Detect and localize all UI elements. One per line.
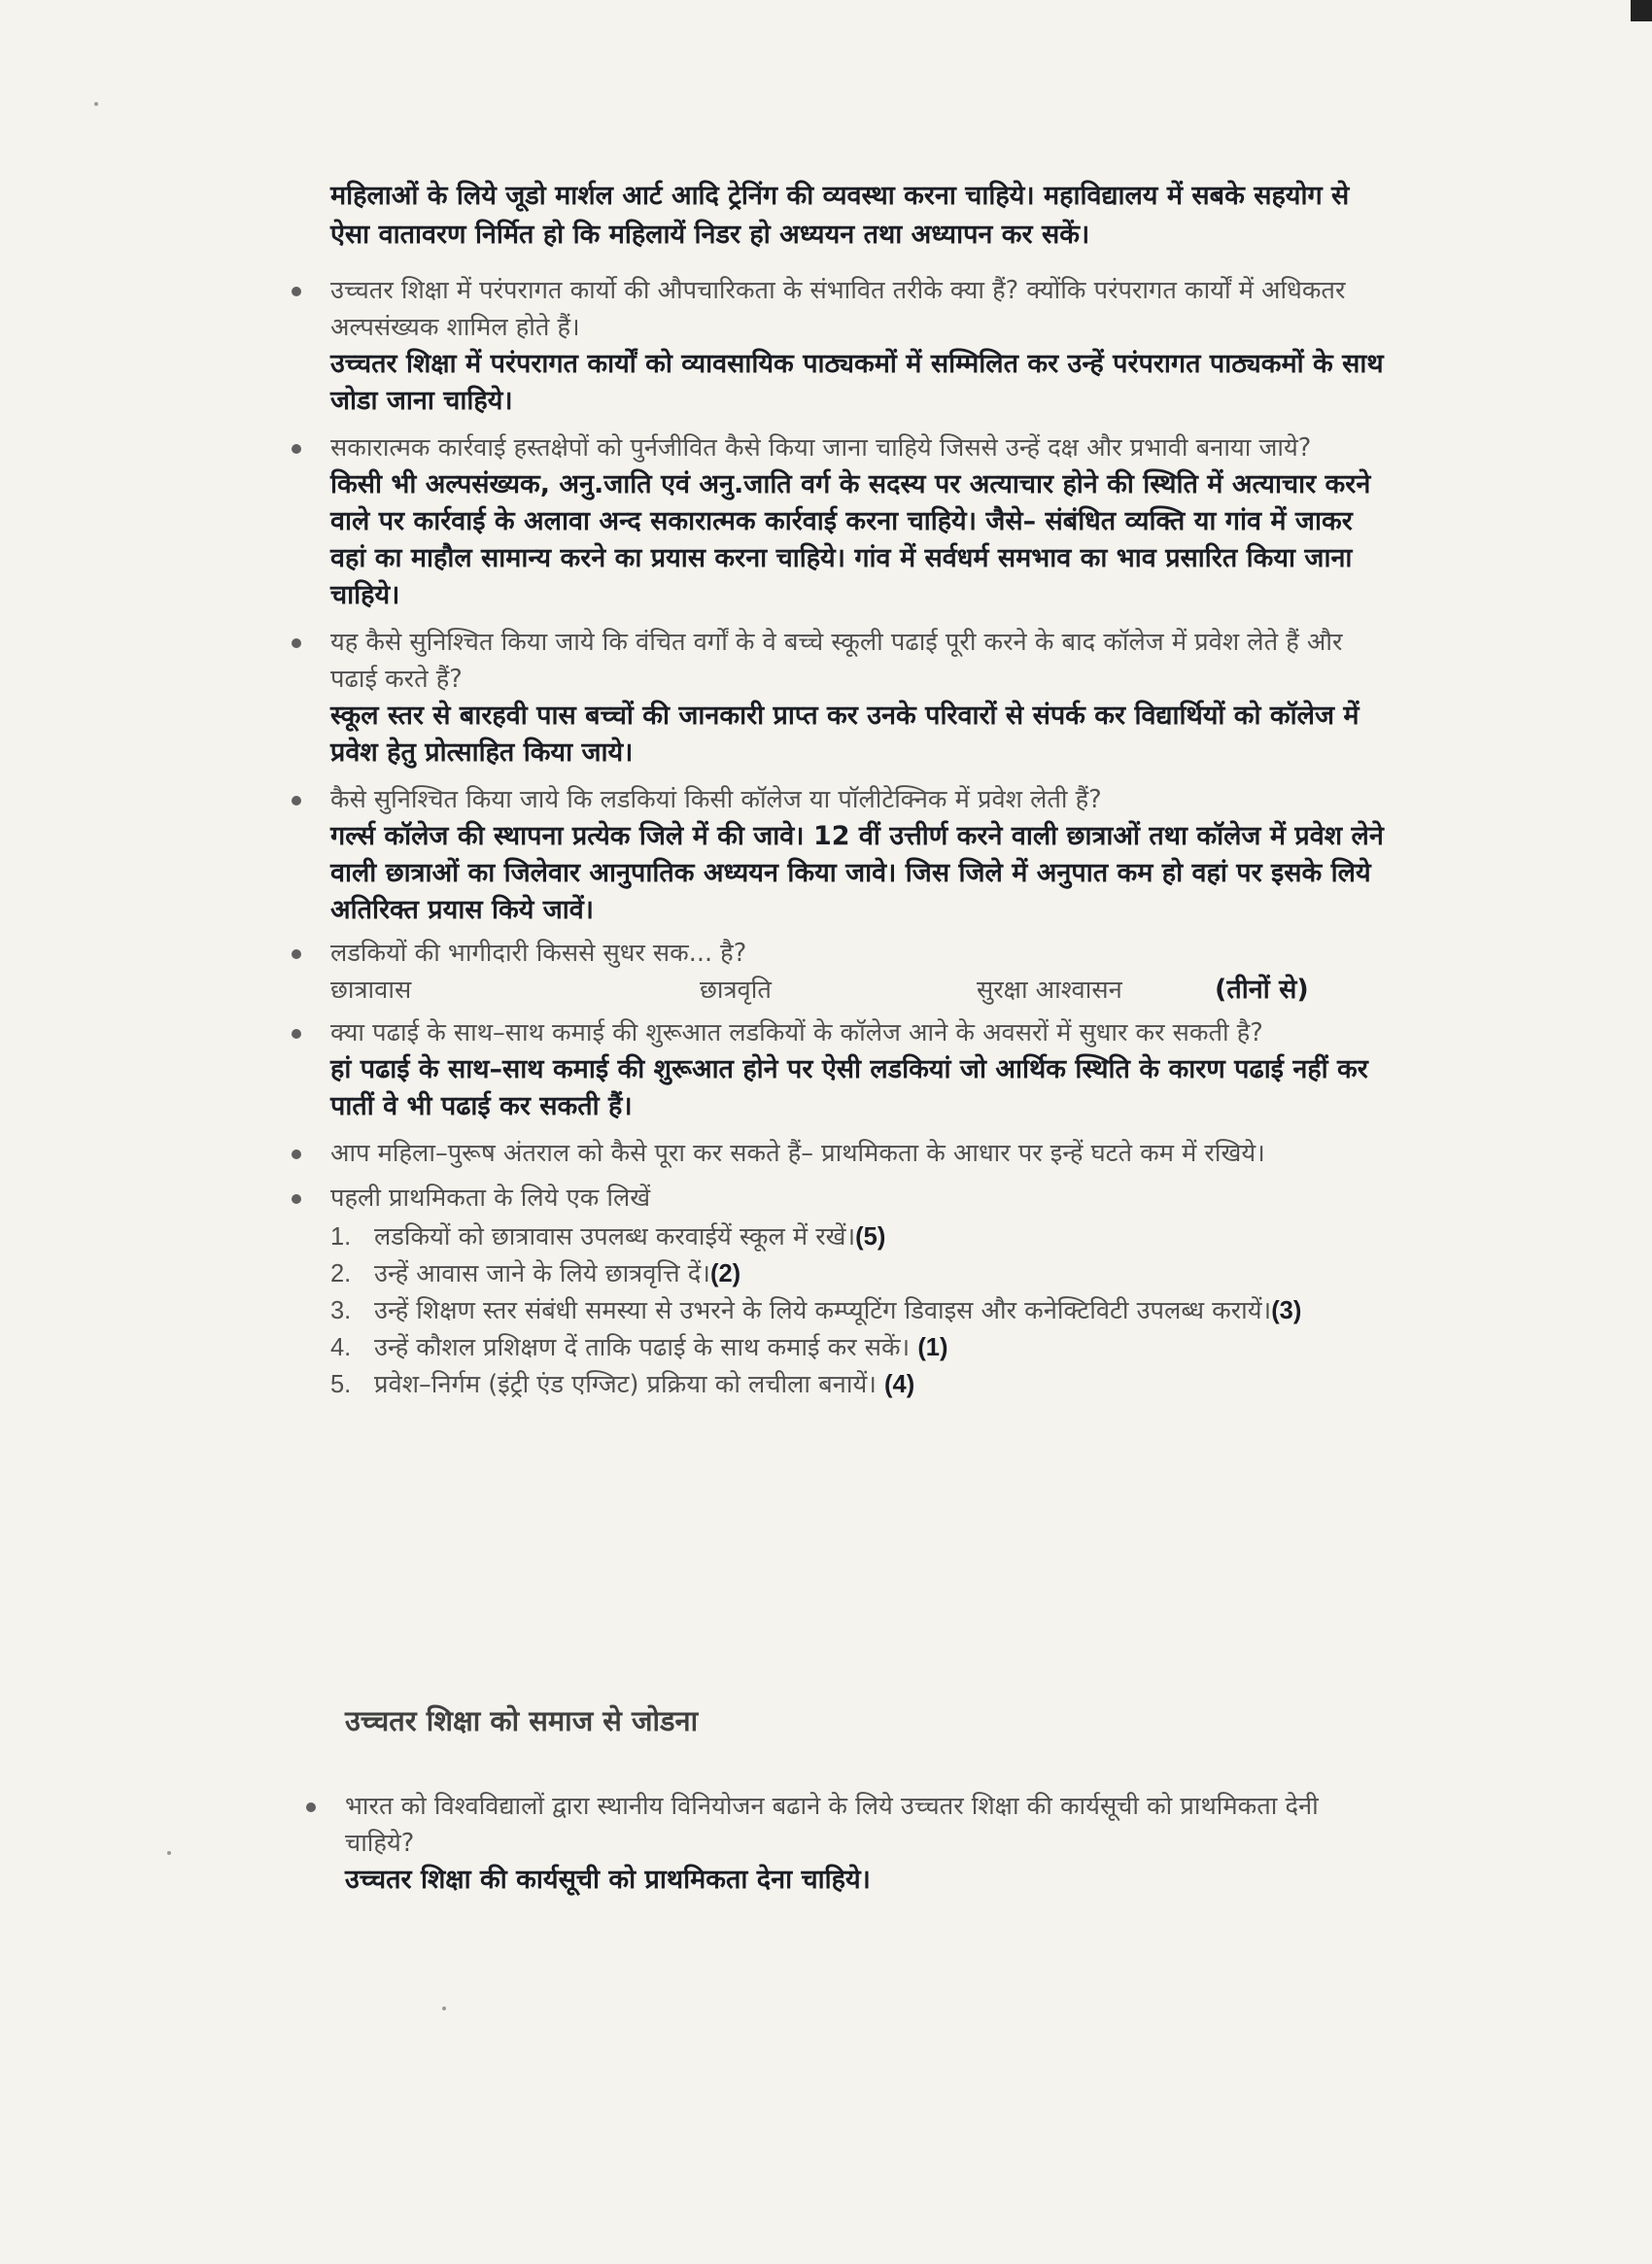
answer-text: उच्चतर शिक्षा की कार्यसूची को प्राथमिकता देना चाहिये। — [345, 1865, 871, 1895]
question-text: लडकियों की भागीदारी किससे सुधर सक... है? — [330, 939, 747, 968]
answer-text: किसी भी अल्पसंख्यक, अनु.जाति एवं अनु.जाति वर्ग के सदस्य पर अत्याचार होने की स्थिति में अत्याचार करने वाले पर कार्रवाई के अलावा अन्द सकारात्मक कार्रवाई करना चाहिये। जैसे– संबंधित व्यक्ति या गांव में जाकर वहां का माहौल सामान्य करने का प्रयास करना चाहिये। गांव में सर्वधर्म समभाव का भाव प्रसारित किया जाना चाहिये। — [330, 469, 1371, 610]
priority-item: 2. उन्हें आवास जाने के लिये छात्रवृत्ति दें।(2) — [330, 1259, 741, 1288]
answer-text: उच्चतर शिक्षा में परंपरागत कार्यों को व्यावसायिक पाठ्यकमों में सम्मिलित कर उन्हें परंपरागत पाठ्यकमों के साथ जोडा जाना चाहिये। — [330, 349, 1384, 416]
list-item — [330, 1180, 1394, 1403]
question-text: आप महिला–पुरूष अंतराल को कैसे पूरा कर सकते हैं– प्राथमिकता के आधार पर इन्हें घटते कम में रखिये। — [330, 1139, 1265, 1168]
intro-paragraph: महिलाओं के लिये जूडो मार्शल आर्ट आदि ट्रेनिंग की व्यवस्था करना चाहिये। महाविद्यालय में सबके सहयोग से ऐसा वातावरण निर्मित हो कि महिलायें निडर हो अध्ययन तथा अध्यापन कर सकें। — [330, 181, 1350, 250]
question-text: पहली प्राथमिकता के लिये एक लिखें — [330, 1183, 651, 1213]
bullet-icon — [292, 949, 301, 959]
question-text: उच्चतर शिक्षा में परंपरागत कार्यो की औपचारिकता के संभावित तरीके क्या हैं? क्योंकि परंपरागत कार्यों में अधिकतर अल्पसंख्यक शामिल होते हैं। — [330, 276, 1346, 342]
answer-text: स्कूल स्तर से बारहवी पास बच्चों की जानकारी प्राप्त कर उनके परिवारों से संपर्क कर विद्यार्थियों को कॉलेज में प्रवेश हेतु प्रोत्साहित किया जाये। — [330, 701, 1359, 768]
bullet-icon — [306, 1802, 316, 1812]
main-content — [330, 177, 1394, 1403]
question-text: यह कैसे सुनिश्चित किया जाये कि वंचित वर्गों के वे बच्चे स्कूली पढाई पूरी करने के बाद कॉलेज में प्रवेश लेते हैं और पढाई करते हैं? — [330, 628, 1343, 694]
bullet-icon — [292, 444, 301, 454]
choice-hostel: छात्रावास — [330, 976, 412, 1005]
priority-item: 1. लडकियों को छात्रावास उपलब्ध करवाईयें स्कूल में रखें।(5) — [330, 1222, 886, 1252]
scan-corner-mark — [1631, 0, 1652, 21]
question-text: कैसे सुनिश्चित किया जाये कि लडकियां किसी कॉलेज या पॉलीटेक्निक में प्रवेश लेती हैं? — [330, 785, 1102, 814]
bullet-icon — [292, 796, 301, 806]
priority-item: 5. प्रवेश–निर्गम (इंट्री एंड एग्जिट) प्रक्रिया को लचीला बनायें। (4) — [330, 1370, 915, 1399]
question-text: क्या पढाई के साथ–साथ कमाई की शुरूआत लडकियों के कॉलेज आने के अवसरों में सुधार कर सकती है? — [330, 1018, 1263, 1047]
list-item — [330, 272, 1394, 420]
answer-text: हां पढाई के साथ–साथ कमाई की शुरूआत होने पर ऐसी लडकियां जो आर्थिक स्थिति के कारण पढाई नहीं कर पातीं वे भी पढाई कर सकती हैं। — [330, 1054, 1368, 1121]
choice-row — [330, 972, 1394, 1009]
list-item — [330, 429, 1394, 614]
bullet-icon — [292, 287, 301, 296]
section-heading: उच्चतर शिक्षा को समाज से जोडना — [345, 1704, 699, 1737]
scan-speck — [442, 2007, 446, 2010]
bullet-icon — [292, 1029, 301, 1039]
priority-list — [330, 1218, 1394, 1403]
list-item — [330, 1135, 1394, 1172]
list-item — [330, 781, 1394, 929]
bullet-icon — [292, 638, 301, 648]
list-item — [330, 624, 1394, 772]
scan-speck — [167, 1851, 171, 1855]
bullet-icon — [292, 1149, 301, 1159]
priority-item: 4. उन्हें कौशल प्रशिक्षण दें ताकि पढाई के साथ कमाई कर सकें। (1) — [330, 1333, 948, 1362]
list-item — [345, 1788, 1394, 1899]
question-text: सकारात्मक कार्रवाई हस्तक्षेपों को पुर्नजीवित कैसे किया जाना चाहिये जिससे उन्हें दक्ष और प्रभावी बनाया जाये? — [330, 433, 1312, 463]
priority-item: 3. उन्हें शिक्षण स्तर संबंधी समस्या से उभरने के लिये कम्प्यूटिंग डिवाइस और कनेक्टिविटी उपलब्ध करायें।(3) — [330, 1296, 1302, 1325]
section-content — [345, 1784, 1394, 1899]
list-item — [330, 935, 1394, 1009]
scan-speck — [94, 102, 98, 106]
choice-scholarship: छात्रवृति — [700, 976, 772, 1005]
list-item — [330, 1014, 1394, 1125]
bullet-icon — [292, 1194, 301, 1204]
choice-safety: सुरक्षा आश्वासन — [977, 976, 1122, 1005]
answer-text: गर्ल्स कॉलेज की स्थापना प्रत्येक जिले में की जावे। 12 वीं उत्तीर्ण करने वाली छात्राओं तथा कॉलेज में प्रवेश लेने वाली छात्राओं का जिलेवार आनुपातिक अध्ययन किया जावे। जिस जिले में अनुपात कम हो वहां पर इसके लिये अतिरिक्त प्रयास किये जावें। — [330, 821, 1384, 925]
question-text: भारत को विश्वविद्यालों द्वारा स्थानीय विनियोजन बढाने के लिये उच्चतर शिक्षा की कार्यसूची को प्राथमिकता देनी चाहिये? — [345, 1792, 1319, 1858]
choice-answer: (तीनों से) — [1215, 975, 1309, 1005]
